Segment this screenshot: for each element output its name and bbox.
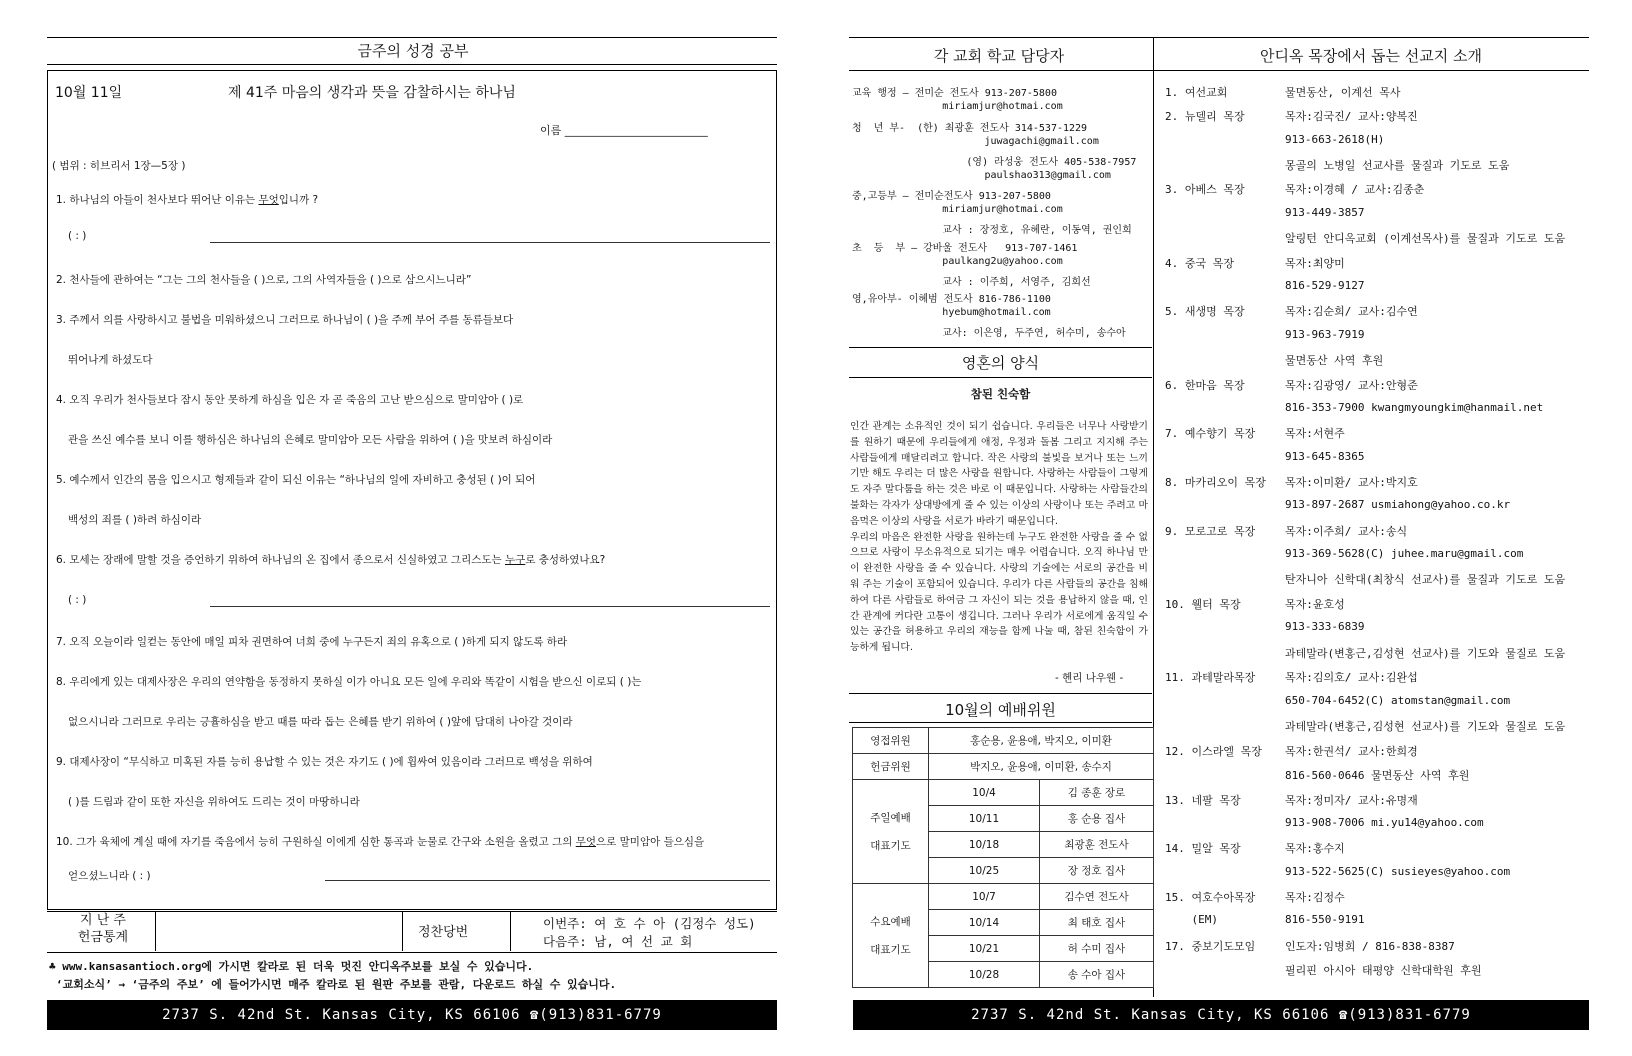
mission-detail: 목자:최양미 [1285, 257, 1345, 270]
table-row [853, 884, 1154, 910]
mission-detail: 목자:윤호성 [1285, 598, 1345, 611]
date-cell: 10/11 [929, 806, 1040, 832]
worship-title: 10월의 예배위원 [945, 701, 1056, 719]
bible-study-title: 금주의 성경 공부 [357, 42, 469, 60]
mission-name: 17. 중보기도모임 [1165, 940, 1256, 953]
address-bar: 2737 S. 42nd St. Kansas City, KS 66106 ☎(913)831-6779 [853, 1000, 1589, 1030]
staff-line: (영) 라성웅 전도사 405-538-7957 [852, 157, 1137, 168]
date-cell: 10/28 [929, 962, 1040, 988]
name-cell: 홍 순용 집사 [1040, 806, 1154, 832]
mission-detail: 알링턴 안디옥교회 (이계선목사)를 물질과 기도로 도움 [1285, 232, 1566, 245]
staff-line: 중,고등부 – 전미순전도사 913-207-5800 [852, 191, 1051, 202]
name-cell: 최광훈 전도사 [1040, 832, 1154, 858]
sunday-label: 주일예배 대표기도 [853, 780, 929, 884]
staff-line: 교사 : 이주희, 서영주, 김희선 [852, 277, 1091, 288]
question-line: 뛰어나게 하셨도다 [68, 354, 153, 366]
bulletin-notice: ‘교회소식’ → ‘금주의 주보’ 에 들어가시면 매주 칼라로 된 원판 주보를 관람, 다운로드 하실 수 있습니다. [56, 978, 617, 991]
worship-table [852, 727, 1154, 988]
answer-line[interactable] [210, 242, 770, 243]
essay-body: 인간 관계는 소유적인 것이 되기 쉽습니다. 우리들은 너무나 사랑받기를 원하기 때문에 우리들에게 애정, 우정과 돌봄 그리고 지지해 주는 사람들에게 매달리려고 합니다. 작은 사랑의 불빛을 보거나 또는 느끼기만 해도 우리는 더 많은 사랑을 원합니다. 사랑하는 사람들이 그렇게도 자주 말다툼을 하는 것은 바로 이 때문입니다. 사랑하는 사람들간의 불화는 각자가 상대방에게 줄 수 있는 이상의 사랑이나 또는 주려고 마음먹은 이상의 사랑을 서로가 바라기 때문입니다. 우리의 마음은 완전한 사랑을 원하는데 누구도 완전한 사랑을 줄 수 없으므로 사랑이 무소유적으로 되기는 매우 어렵습니다. 오직 하나님 만이 완전한 사랑을 줄 수 있습니다. 사랑의 기술에는 서로의 공간을 비워 주는 기술이 포함되어 있습니다. 우리가 다른 사람들의 공간을 침해하여 다른 사람들로 하여금 그 자신이 되는 것을 용납하지 않을 때, 인간 관계에 커다란 고통이 생깁니다. 그러나 우리가 서로에게 움직일 수 있는 공간을 허용하고 우리의 재능을 함께 나눌 때, 참된 친숙함이 가능하게 됩니다. [850, 421, 1148, 654]
mission-detail: 과테말라(변홍근,김성현 선교사)를 기도와 물질로 도움 [1285, 647, 1566, 660]
mission-detail: 816-550-9191 [1285, 913, 1365, 926]
missions-title: 안디옥 목장에서 돕는 선교지 소개 [1260, 47, 1482, 65]
scope-text: ( 범위 : 히브리서 1장—5장 ) [52, 160, 186, 172]
bottom-rule [47, 911, 777, 912]
address-bar: 2737 S. 42nd St. Kansas City, KS 66106 ☎(913)831-6779 [47, 1000, 777, 1030]
mission-detail: 913-908-7006 mi.yu14@yahoo.com [1285, 816, 1484, 829]
staff-line: paulkang2u@yahoo.com [852, 256, 1063, 267]
website-notice: ♣ www.kansasantioch.org에 가시면 칼라로 된 더욱 멋진 안디옥주보를 보실 수 있습니다. [49, 960, 534, 973]
next-week-duty: 다음주: 남, 여 선 교 회 [543, 934, 693, 949]
mission-detail: 913-449-3857 [1285, 206, 1365, 219]
date-cell: 10/25 [929, 858, 1040, 884]
mission-detail: 650-704-6452(C) atomstan@gmail.com [1285, 694, 1511, 707]
mission-name: 1. 여선교회 [1165, 86, 1228, 99]
mission-name: 9. 모로고로 목장 [1165, 525, 1256, 538]
mission-detail: 913-663-2618(H) [1285, 133, 1385, 146]
question-line: 없으시니라 그러므로 우리는 긍휼하심을 받고 때를 따라 돕는 은혜를 받기 위하여 ( )앞에 담대히 나아갈 것이라 [68, 716, 573, 728]
table-row [853, 728, 1154, 754]
name-cell: 최 태호 집사 [1040, 910, 1154, 936]
question-line: 6. 모세는 장래에 말할 것을 증언하기 위하여 하나님의 온 집에서 종으로서 신실하였고 그리스도는 누구로 충성하였나요? [56, 554, 606, 566]
question-line: 9. 대제사장이 “무식하고 미혹된 자를 능히 용납할 수 있는 것은 자기도 ( )에 휩싸여 있음이라 그러므로 백성을 위하여 [56, 756, 593, 768]
staff-line: paulshao313@gmail.com [852, 170, 1111, 181]
staff-line: juwagachi@gmail.com [852, 136, 1099, 147]
divider [155, 911, 156, 951]
mission-detail: 인도자:임병희 / 816-838-8387 [1285, 940, 1455, 953]
mission-detail: 목자:김순희/ 교사:김수연 [1285, 305, 1418, 318]
mission-detail: 913-369-5628(C) juhee.maru@gmail.com [1285, 547, 1524, 560]
answer-line[interactable] [210, 606, 770, 607]
name-cell: 허 수미 집사 [1040, 936, 1154, 962]
question-line: 4. 오직 우리가 천사들보다 잠시 동안 못하게 하심을 입은 자 곧 죽음의 고난 받으심으로 말미암아 ( )로 [56, 394, 524, 406]
rule [849, 693, 1152, 694]
offering-value: 박지오, 윤용애, 이미환, 송수지 [929, 754, 1154, 780]
mission-detail: 탄자니아 신학대(최창식 선교사)를 물질과 기도로 도움 [1285, 573, 1566, 586]
question-line: 백성의 죄를 ( )하려 하심이라 [68, 514, 202, 526]
mission-name: 6. 한마음 목장 [1165, 379, 1245, 392]
answer-line[interactable] [325, 880, 770, 881]
mission-name: 14. 밀알 목장 [1165, 842, 1241, 855]
question-line: 3. 주께서 의를 사랑하시고 불법을 미워하셨으니 그러므로 하나님이 ( )을 주께 부어 주를 동류들보다 [56, 314, 514, 326]
top-rule [47, 37, 777, 38]
date-cell: 10/18 [929, 832, 1040, 858]
meal-duty-label: 정찬당번 [418, 925, 469, 940]
staff-title: 각 교회 학교 담당자 [933, 47, 1065, 65]
mission-name: 15. 여호수아목장 [1165, 891, 1256, 904]
question-line: 8. 우리에게 있는 대제사장은 우리의 연약함을 동정하지 못하실 이가 아니요 모든 일에 우리와 똑같이 시험을 받으신 이로되 ( )는 [56, 676, 642, 688]
staff-line: miriamjur@hotmai.com [852, 101, 1063, 112]
date-cell: 10/4 [929, 780, 1040, 806]
mission-name: 3. 아베스 목장 [1165, 183, 1245, 196]
staff-line: 교사 : 장정호, 유혜란, 이동역, 권인희 [852, 225, 1132, 236]
mission-name: 10. 웰터 목장 [1165, 598, 1241, 611]
mission-detail: 몽골의 노병일 선교사를 물질과 기도로 도움 [1285, 159, 1510, 172]
rule [849, 347, 1152, 348]
mission-name: 4. 중국 목장 [1165, 257, 1234, 270]
mission-detail: 목자:김광영/ 교사:안형준 [1285, 379, 1418, 392]
mission-detail: 816-529-9127 [1285, 279, 1365, 292]
title-rule [47, 64, 777, 65]
question-line: ( )를 드림과 같이 또한 자신을 위하여도 드리는 것이 마땅하니라 [68, 796, 360, 808]
essay-author: - 헨리 나우웬 - [1055, 672, 1124, 684]
question-line: 5. 예수께서 인간의 몸을 입으시고 형제들과 같이 되신 이유는 “하나님의 일에 자비하고 충성된 ( )이 되어 [56, 474, 536, 486]
divider [510, 911, 511, 951]
question-line: 7. 오직 오늘이라 일컫는 동안에 매일 피차 권면하여 너희 중에 누구든지 죄의 유혹으로 ( )하게 되지 않도록 하라 [56, 636, 568, 648]
mission-name: 12. 이스라엘 목장 [1165, 745, 1262, 758]
question-line: 얻으셨느니라 ( : ) [68, 870, 151, 882]
offering-label: 헌금위원 [853, 754, 929, 780]
rule [47, 952, 777, 953]
offering-stats-label: 지 난 주 헌금통계 [77, 913, 129, 945]
name-cell: 김 종훈 장로 [1040, 780, 1154, 806]
this-week-duty: 이번주: 여 호 수 아 (김정수 성도) [543, 916, 756, 931]
divider [402, 911, 403, 951]
wednesday-label: 수요예배 대표기도 [853, 884, 929, 988]
mission-detail: 목자:김국진/ 교사:양복진 [1285, 110, 1418, 123]
staff-line: miriamjur@hotmai.com [852, 204, 1063, 215]
question-line: 1. 하나님의 아들이 천사보다 뛰어난 이유는 무엇입니까 ? [56, 194, 319, 206]
greeters-label: 영접위원 [853, 728, 929, 754]
question-line: ( : ) [68, 230, 87, 242]
question-line: 2. 천사들에 관하여는 “그는 그의 천사들을 ( )으로, 그의 사역자들을 ( )으로 삼으시느니라” [56, 274, 472, 286]
mission-detail: 816-560-0646 물면동산 사역 후원 [1285, 769, 1470, 782]
name-cell: 장 정호 집사 [1040, 858, 1154, 884]
mission-name: 2. 뉴델리 목장 [1165, 110, 1245, 123]
staff-line: 초 등 부 – 강바울 전도사 913-707-1461 [852, 243, 1078, 254]
staff-line: hyebum@hotmail.com [852, 307, 1051, 318]
mission-detail: 목자:한권석/ 교사:한희경 [1285, 745, 1418, 758]
lesson-date: 10월 11일 [55, 85, 123, 101]
mission-detail: 과테말라(변홍근,김성현 선교사)를 기도와 물질로 도움 [1285, 720, 1566, 733]
mission-detail: 목자:이주희/ 교사:송식 [1285, 525, 1408, 538]
mission-detail: 목자:김정수 [1285, 891, 1345, 904]
top-rule [849, 37, 1589, 38]
mission-detail: 913-897-2687 usmiahong@yahoo.co.kr [1285, 498, 1511, 511]
mission-detail: 목자:이미환/ 교사:박지호 [1285, 476, 1418, 489]
question-line: 관을 쓰신 예수를 보니 이를 행하심은 하나님의 은혜로 말미암아 모든 사람을 위하여 ( )을 맛보려 하심이라 [68, 434, 553, 446]
mission-detail: 913-522-5625(C) susieyes@yahoo.com [1285, 865, 1511, 878]
table-row [853, 780, 1154, 806]
mission-detail: 필리핀 아시아 태평양 신학대학원 후원 [1285, 964, 1482, 977]
mission-name: 8. 마카리오이 목장 [1165, 476, 1266, 489]
soul-food-title: 영혼의 양식 [961, 354, 1040, 372]
mission-detail: 물면동산 사역 후원 [1285, 354, 1384, 367]
mission-name: 5. 새생명 목장 [1165, 305, 1245, 318]
date-cell: 10/7 [929, 884, 1040, 910]
question-line: ( : ) [68, 594, 87, 606]
rule [849, 377, 1152, 378]
mission-detail: 목자:정미자/ 교사:유명재 [1285, 794, 1418, 807]
mission-detail: 913-645-8365 [1285, 450, 1365, 463]
mission-detail: 목자:이경혜 / 교사:김종춘 [1285, 183, 1425, 196]
mission-detail: 913-963-7919 [1285, 328, 1365, 341]
mission-name: (EM) [1165, 913, 1218, 926]
mission-detail: 816-353-7900 kwangmyoungkim@hanmail.net [1285, 401, 1544, 414]
question-line: 10. 그가 육체에 계실 때에 자기를 죽음에서 능히 구원하실 이에게 심한 통곡과 눈물로 간구와 소원을 올렸고 그의 무엇으로 말미암아 들으심을 [56, 836, 705, 848]
staff-line: 영,유아부- 이혜범 전도사 816-786-1100 [852, 294, 1051, 305]
mission-name: 13. 네팔 목장 [1165, 794, 1241, 807]
essay-title: 참된 친숙함 [970, 387, 1031, 401]
date-cell: 10/14 [929, 910, 1040, 936]
mission-detail: 목자:김의호/ 교사:김완섭 [1285, 671, 1418, 684]
table-row [853, 754, 1154, 780]
mission-detail: 목자:홍수지 [1285, 842, 1345, 855]
lesson-title: 제 41주 마음의 생각과 뜻을 감찰하시는 하나님 [228, 85, 516, 101]
mission-detail: 물면동산, 이계선 목사 [1285, 86, 1401, 99]
name-field[interactable]: 이름 __________________________ [540, 124, 708, 137]
mission-detail: 목자:서현주 [1285, 427, 1345, 440]
name-cell: 송 수아 집사 [1040, 962, 1154, 988]
date-cell: 10/21 [929, 936, 1040, 962]
mission-name: 11. 과테말라목장 [1165, 671, 1256, 684]
name-cell: 김수연 전도사 [1040, 884, 1154, 910]
staff-line: 청 년 부- (한) 최광훈 전도사 314-537-1229 [852, 123, 1088, 134]
greeters-value: 홍순용, 윤용애, 박지오, 이미환 [929, 728, 1154, 754]
staff-line: 교육 행정 – 전미순 전도사 913-207-5800 [852, 88, 1057, 99]
staff-line: 교사: 이은영, 두주연, 허수미, 송수아 [852, 328, 1126, 339]
mission-detail: 913-333-6839 [1285, 620, 1365, 633]
rule [849, 70, 1589, 71]
mission-name: 7. 예수향기 목장 [1165, 427, 1256, 440]
rule [849, 722, 1152, 723]
